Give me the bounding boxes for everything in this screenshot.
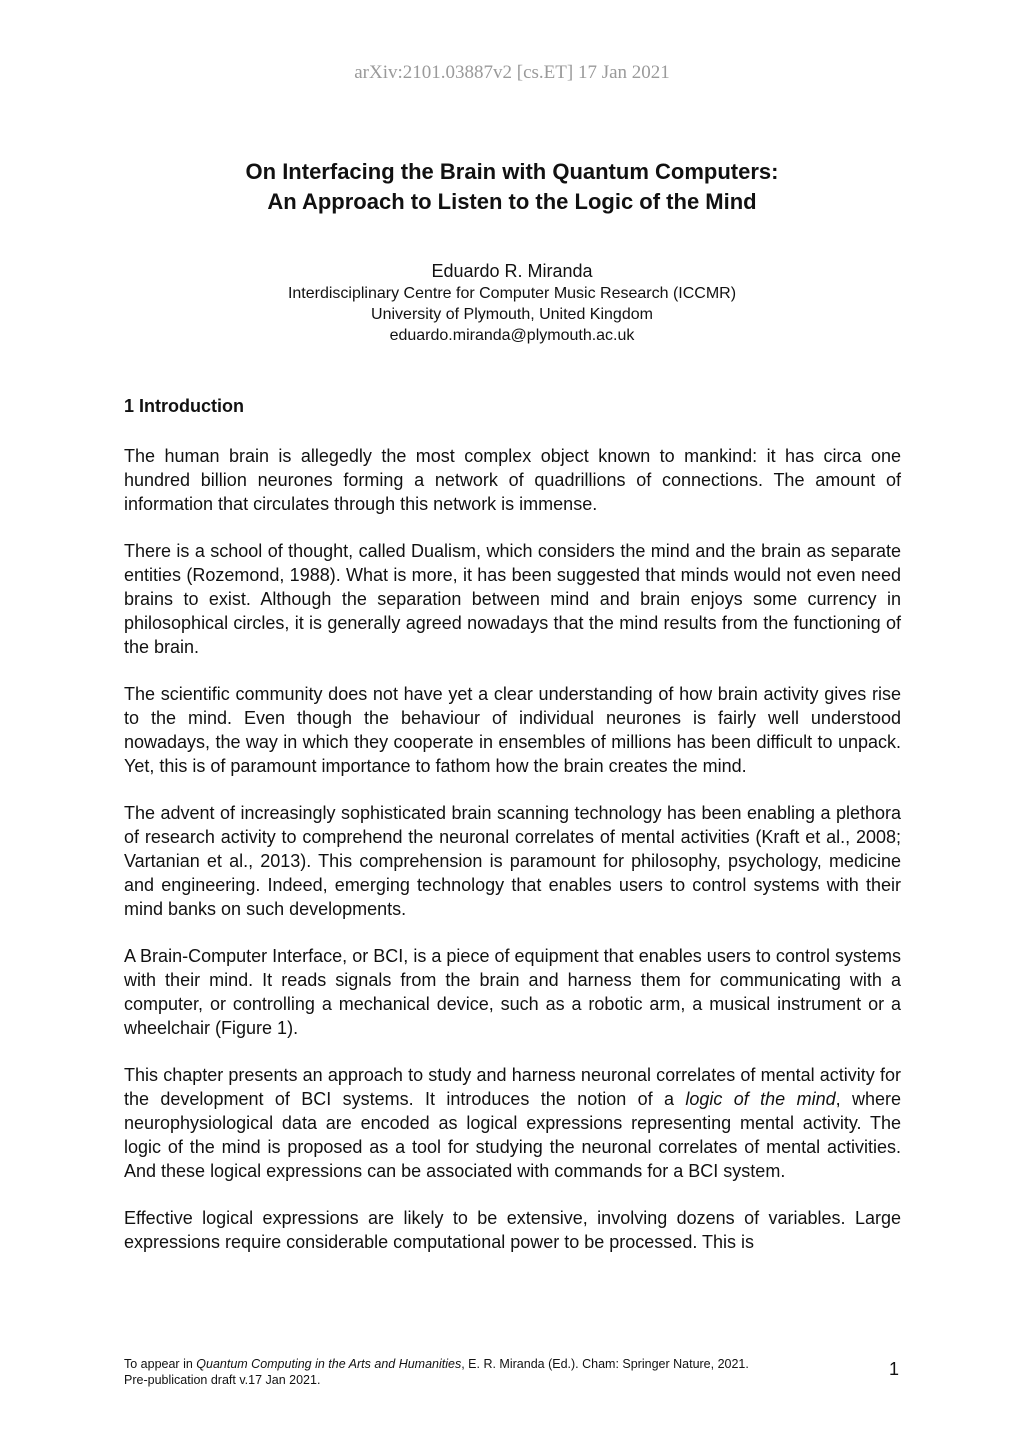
title-line-1: On Interfacing the Brain with Quantum Computers: [245, 159, 779, 184]
paragraph-6 [124, 1063, 901, 1183]
paragraph-3: The scientific community does not have yet a clear understanding of how brain activity gives rise to the mind. Even though the behaviour of individual neurones is fairly well understood nowadays, the way in which they cooperate in ensembles of millions has been difficult to unpack. Yet, this is of paramount importance to fathom how the brain creates the mind. [124, 684, 901, 776]
page-number: 1 [889, 1359, 900, 1379]
section-heading: 1 Introduction [124, 396, 244, 416]
author-email[interactable]: eduardo.miranda@plymouth.ac.uk [389, 327, 635, 344]
arxiv-stamp: arXiv:2101.03887v2 [cs.ET] 17 Jan 2021 [354, 62, 670, 83]
author-affiliation-2: University of Plymouth, United Kingdom [371, 306, 653, 323]
author-affiliation-1: Interdisciplinary Centre for Computer Music Research (ICCMR) [287, 285, 737, 302]
paragraph-7: Effective logical expressions are likely to be extensive, involving dozens of variables. Large expressions require considerable computational power to be processed. This is [124, 1208, 901, 1252]
paper-title [0, 157, 1024, 217]
paragraph-6-text-a: This chapter presents an approach to study and harness neuronal correlates of mental activity for the development of BCI systems. It introduces the notion of a [124, 1065, 901, 1109]
title-line-2: An Approach to Listen to the Logic of the Mind [267, 189, 757, 214]
author-block [0, 259, 1024, 346]
paragraph-4: The advent of increasingly sophisticated brain scanning technology has been enabling a plethora of research activity to comprehend the neuronal correlates of mental activities (Kraft et al., 2008; Vartanian et al., 2013). This comprehension is paramount for philosophy, psychology, medicine and engineering. Indeed, emerging technology that enables users to control systems with their mind banks on such developments. [124, 803, 901, 919]
paragraph-5: A Brain-Computer Interface, or BCI, is a piece of equipment that enables users to control systems with their mind. It reads signals from the brain and harness them for communicating with a computer, or controlling a mechanical device, such as a robotic arm, a musical instrument or a wheelchair (Figure 1). [124, 946, 901, 1038]
author-name: Eduardo R. Miranda [431, 261, 593, 281]
footer-book-title: Quantum Computing in the Arts and Humanities [196, 1357, 462, 1371]
footer-prefix: To appear in [124, 1357, 197, 1371]
paragraph-2: There is a school of thought, called Dualism, which considers the mind and the brain as separate entities (Rozemond, 1988). What is more, it has been suggested that minds would not even need brains to exist. Although the separation between mind and brain enjoys some currency in philosophical circles, it is generally agreed nowadays that the mind results from the functioning of the brain. [124, 541, 901, 657]
footer-note [124, 1356, 844, 1388]
paragraph-1: The human brain is allegedly the most complex object known to mankind: it has circa one hundred billion neurones forming a network of quadrillions of connections. The amount of information that circulates through this network is immense. [124, 446, 901, 514]
footer-suffix: , E. R. Miranda (Ed.). Cham: Springer Nature, 2021. [461, 1357, 749, 1371]
paragraph-6-text-b: , where neurophysiological data are encoded as logical expressions representing mental activity. The logic of the mind is proposed as a tool for studying the neuronal correlates of mental activities. And these logical expressions can be associated with commands for a BCI system. [124, 1089, 901, 1181]
logic-of-the-mind-emphasis: logic of the mind [685, 1089, 836, 1109]
body-text [124, 444, 901, 1277]
footer-line-2: Pre-publication draft v.17 Jan 2021. [124, 1373, 321, 1387]
footer-line-1 [124, 1356, 844, 1372]
